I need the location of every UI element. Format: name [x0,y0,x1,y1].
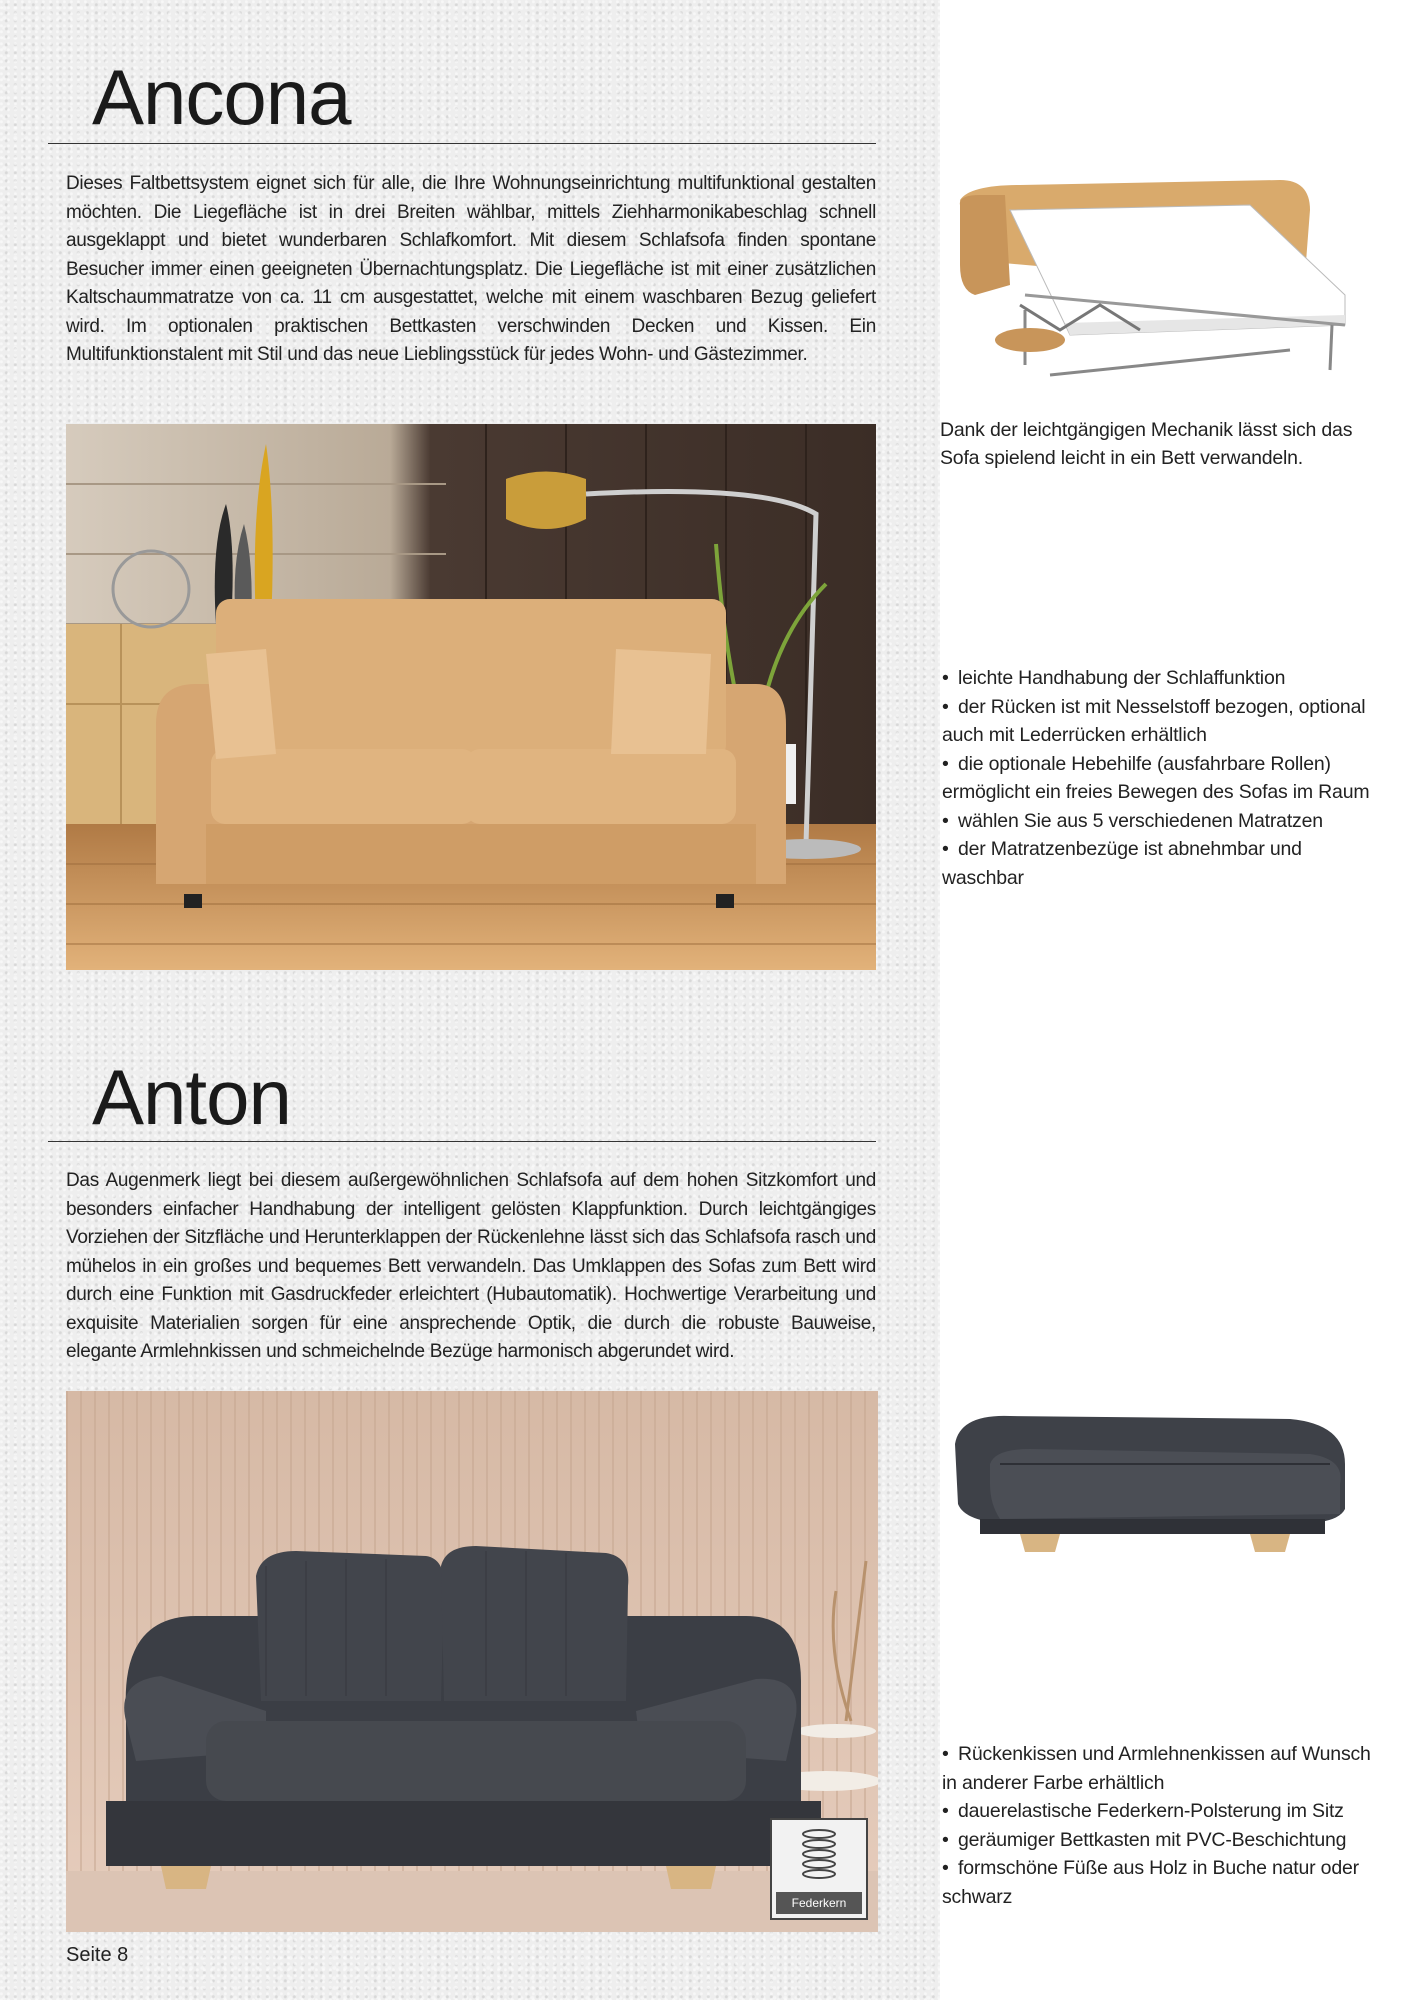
ancona-feature-text: wählen Sie aus 5 verschiedenen Matratzen [958,809,1323,832]
bullet-icon: • [942,752,949,775]
ancona-sofa-photo [66,424,876,970]
bullet-icon: • [942,1828,949,1851]
bullet-icon: • [942,667,949,689]
page-number: Seite 8 [66,1944,129,1966]
anton-divider [48,1141,876,1142]
ancona-caption: Dank der leichtgängigen Mechanik lässt sich das Sofa spielend leicht in ein Bett verwandeln. [940,419,1353,469]
anton-description: Das Augenmerk liegt bei diesem außergewöhnlichen Schlafsofa auf dem hohen Sitzkomfort und besonders einfacher Handhabung der intelligent gelösten Klappfunktion. Durch leichtgängiges Vorziehen der Sitzfläche und Herunterklappen der Rückenlehne lässt sich das Schlafsofa rasch und mühelos in ein großes und bequemes Bett verwandeln. Das Umklappen des Sofas zum Bett wird durch eine Funktion mit Gasdruckfeder erleichtert (Hubautomatik). Hochwertige Verarbeitung und exquisite Materialien sorgen für eine ansprechende Optik, die durch die robuste Bauweise, elegante Armlehnkissen und schmeichelnde Bezüge harmonisch abgerundet wird. [66,1170,876,1362]
ancona-feature-text: die optionale Hebehilfe (ausfahrbare Rollen) ermöglicht ein freies Bewegen des Sofas im Raum [942,752,1370,803]
federkern-label: Federkern [776,1892,862,1914]
anton-title: Anton [92,1053,291,1141]
anton-feature-item [942,1797,1372,1826]
ancona-divider [48,143,876,144]
anton-sofa-photo [66,1391,878,1932]
anton-feature-item [942,1826,1372,1855]
anton-feature-list [942,1740,1372,1911]
ancona-feature-item [942,835,1372,892]
ancona-feature-item [942,693,1372,750]
anton-feature-text: dauerelastische Federkern-Polsterung im Sitz [958,1800,1344,1822]
ancona-feature-text: der Matratzenbezüge ist abnehmbar und waschbar [942,838,1302,889]
anton-feature-item [942,1740,1372,1797]
ancona-title: Ancona [92,53,351,141]
ancona-description: Dieses Faltbettsystem eignet sich für alle, die Ihre Wohnungseinrichtung multifunktional gestalten möchten. Die Liegefläche ist in drei Breiten wählbar, mittels Ziehharmonikabeschlag schnell ausgeklappt und bietet wunderbaren Schlafkomfort. Mit diesem Schlafsofa finden spontane Besucher immer einen geeigneten Übernachtungsplatz. Die Liegefläche ist mit einer zusätzlichen Kaltschaummatratze von ca. 11 cm ausgestattet, welche mit einem waschbaren Bezug geliefert wird. Im optionalen praktischen Bettkasten verschwinden Decken und Kissen. Ein Multifunktionstalent mit Stil und das neue Lieblingsstück für jedes Wohn- und Gästezimmer. [66,173,876,365]
federkern-badge [770,1818,868,1920]
bullet-icon: • [942,695,949,718]
anton-feature-item [942,1854,1372,1911]
ancona-bed-mechanism-image [950,165,1350,395]
ancona-feature-text: leichte Handhabung der Schlaffunktion [958,667,1286,689]
ancona-feature-text: der Rücken ist mit Nesselstoff bezogen, optional auch mit Lederrücken erhältlich [942,695,1366,746]
anton-bed-image [950,1404,1350,1566]
ancona-feature-item [942,750,1372,807]
anton-feature-text: Rückenkissen und Armlehnenkissen auf Wunsch in anderer Farbe erhältlich [942,1743,1371,1794]
ancona-feature-list [942,664,1372,892]
bullet-icon: • [942,838,949,860]
anton-feature-text: geräumiger Bettkasten mit PVC-Beschichtung [958,1828,1347,1851]
bullet-icon: • [942,1857,949,1879]
ancona-feature-item [942,664,1372,693]
bullet-icon: • [942,1743,949,1765]
bullet-icon: • [942,1800,949,1822]
ancona-feature-item [942,807,1372,836]
anton-feature-text: formschöne Füße aus Holz in Buche natur oder schwarz [942,1857,1359,1908]
spring-coil-icon [772,1820,866,1890]
bullet-icon: • [942,809,949,832]
